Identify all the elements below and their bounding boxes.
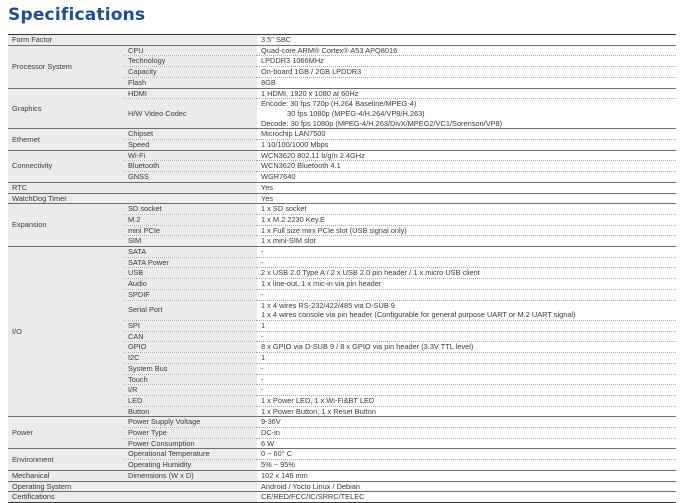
spec-item-label: mini PCIe: [124, 225, 257, 236]
spec-value-line: Encode: 30 fps 720p (H.264 Baseline/MPEG-4): [261, 99, 417, 109]
spec-item-label: GPIO: [124, 342, 257, 353]
spec-row: [8, 45, 676, 56]
spec-value-line: WGR7640: [261, 172, 296, 182]
spec-value-line: Microchip LAN7500: [261, 129, 326, 139]
spec-item-label: I/R: [124, 385, 257, 396]
spec-category-graphics: Graphics: [8, 88, 124, 129]
spec-value-line: 2 x USB 2.0 Type A / 2 x USB 2.0 pin header / 1 x micro USB client: [261, 268, 480, 278]
spec-value-line: 3.5" SBC: [261, 35, 292, 44]
spec-item-value: [257, 129, 676, 140]
spec-category-certifications: Certifications: [8, 492, 124, 503]
spec-item-value: [257, 193, 676, 204]
specifications-table: [8, 34, 676, 503]
spec-item-value: [257, 300, 676, 320]
spec-item-value: [257, 481, 676, 492]
spec-value-line: 6 W: [261, 438, 275, 448]
spec-value-line: 1 x M.2 2230 Key.E: [261, 214, 325, 224]
spec-item-label: Button: [124, 406, 257, 417]
spec-item-label: Capacity: [124, 67, 257, 78]
spec-value-line: Yes: [261, 193, 274, 203]
spec-value-line: DC-in: [261, 428, 280, 438]
spec-item-label: I2C: [124, 353, 257, 364]
spec-category-i-o: I/O: [8, 247, 124, 417]
spec-value-line: 0 ~ 60° C: [261, 449, 293, 459]
spec-value-line: 8 x GPIO via D-SUB 9 / 8 x GPIO via pin header (3.3V TTL level): [261, 342, 474, 352]
spec-item-value: [257, 428, 676, 439]
spec-value-line: 1 x SD socket: [261, 204, 307, 214]
spec-item-label: M.2: [124, 214, 257, 225]
spec-item-label: Power Supply Voltage: [124, 417, 257, 428]
spec-item-label: Operational Temperature: [124, 449, 257, 460]
spec-value-line: 1 x 4 wires console via pin header (Configurable for general purpose UART or M.2 UART signal): [261, 310, 576, 320]
spec-item-value: [257, 204, 676, 215]
spec-category-power: Power: [8, 417, 124, 449]
spec-item-value: [257, 77, 676, 88]
spec-item-value: [257, 374, 676, 385]
spec-item-label: USB: [124, 268, 257, 279]
spec-value-line: -: [261, 257, 264, 267]
spec-item-label: Speed: [124, 140, 257, 151]
spec-item-value: [257, 172, 676, 183]
spec-value-line: WCN3620 802.11 b/g/n 2.4GHz: [261, 150, 365, 160]
spec-value-line: 30 fps 1080p (MPEG-4/H.264/VP8/H.263): [287, 108, 425, 118]
spec-item-value: [257, 182, 676, 193]
spec-item-value: [257, 279, 676, 290]
spec-category-form-factor: Form Factor: [8, 35, 124, 46]
spec-row: [8, 88, 676, 99]
spec-value-line: -: [261, 331, 264, 341]
spec-category-processor-system: Processor System: [8, 45, 124, 88]
spec-value-line: -: [261, 385, 264, 395]
spec-category-ethernet: Ethernet: [8, 129, 124, 150]
spec-item-label: [124, 492, 257, 503]
spec-item-value: [257, 353, 676, 364]
spec-value-line: 1 x Full size mini PCIe slot (USB signal only): [261, 225, 407, 235]
spec-item-value: [257, 257, 676, 268]
spec-value-line: 1 x Power Button, 1 x Reset Button: [261, 406, 377, 416]
spec-item-label: Touch: [124, 374, 257, 385]
spec-item-value: [257, 342, 676, 353]
spec-item-value: [257, 406, 676, 417]
spec-item-label: System Bus: [124, 363, 257, 374]
spec-item-label: Chipset: [124, 129, 257, 140]
spec-value-line: Android / Yocto Linux / Debian: [261, 481, 361, 491]
spec-item-value: [257, 268, 676, 279]
spec-category-mechanical: Mechanical: [8, 470, 124, 481]
spec-row: [8, 449, 676, 460]
spec-row: [8, 150, 676, 161]
spec-category-connectivity: Connectivity: [8, 150, 124, 182]
page-title: Specifications: [8, 5, 146, 25]
spec-row: [8, 204, 676, 215]
spec-item-label: Operating Humidity: [124, 460, 257, 471]
spec-item-value: [257, 417, 676, 428]
spec-category-watchdog-timer: WatchDog Timer: [8, 193, 124, 204]
spec-row: [8, 492, 676, 503]
spec-item-value: [257, 320, 676, 331]
spec-value-line: 1 x Power LED, 1 x Wi-Fi&BT LED: [261, 395, 375, 405]
spec-value-line: 102 x 146 mm: [261, 470, 308, 480]
spec-value-line: 1 x line-out, 1 x mic-in via pin header: [261, 279, 382, 289]
spec-value-line: 1 x mini-SIM slot: [261, 236, 316, 246]
spec-item-label: CAN: [124, 331, 257, 342]
spec-row: [8, 470, 676, 481]
spec-value-line: 1 10/100/1000 Mbps: [261, 140, 329, 150]
spec-value-line: 8GB: [261, 77, 276, 87]
spec-row: [8, 247, 676, 258]
spec-item-value: [257, 225, 676, 236]
spec-item-label: SATA: [124, 247, 257, 258]
spec-table-body: [8, 35, 676, 503]
spec-item-value: [257, 460, 676, 471]
spec-item-label: SIM: [124, 236, 257, 247]
spec-item-value: [257, 470, 676, 481]
spec-item-label: SPI: [124, 320, 257, 331]
spec-value-line: LPDDR3 1066MHz: [261, 56, 324, 66]
spec-value-line: 1 x 4 wires RS-232/422/485 via D-SUB 9: [261, 300, 395, 310]
spec-item-label: Power Type: [124, 428, 257, 439]
spec-item-label: SD socket: [124, 204, 257, 215]
spec-value-line: -: [261, 374, 264, 384]
spec-value-line: 1: [261, 320, 266, 330]
spec-item-value: [257, 214, 676, 225]
spec-item-label: [124, 481, 257, 492]
spec-value-line: Yes: [261, 182, 274, 192]
spec-item-label: SATA Power: [124, 257, 257, 268]
spec-item-label: Wi-Fi: [124, 150, 257, 161]
spec-row: [8, 417, 676, 428]
spec-category-rtc: RTC: [8, 182, 124, 193]
spec-item-value: [257, 35, 676, 46]
spec-value-line: -: [261, 247, 264, 257]
spec-item-value: [257, 438, 676, 449]
spec-item-label: Bluetooth: [124, 161, 257, 172]
spec-item-value: [257, 449, 676, 460]
spec-item-label: Power Consumption: [124, 438, 257, 449]
spec-value-line: Decode: 30 fps 1080p (MPEG-4/H.263/DivX/MPEG2/VC1/Sorenson/VP8): [261, 118, 503, 128]
spec-item-label: Serial Port: [124, 300, 257, 320]
spec-item-label: GNSS: [124, 172, 257, 183]
spec-item-value: [257, 247, 676, 258]
spec-item-value: [257, 161, 676, 172]
spec-item-value: [257, 45, 676, 56]
spec-item-value: [257, 385, 676, 396]
spec-row: [8, 129, 676, 140]
spec-value-line: -: [261, 363, 264, 373]
spec-item-value: [257, 492, 676, 503]
spec-item-value: [257, 289, 676, 300]
spec-item-label: Audio: [124, 279, 257, 290]
spec-item-label: SPDIF: [124, 289, 257, 300]
spec-item-value: [257, 236, 676, 247]
spec-item-value: [257, 56, 676, 67]
spec-row: [8, 193, 676, 204]
spec-item-label: CPU: [124, 45, 257, 56]
spec-item-value: [257, 140, 676, 151]
spec-item-label: Dimensions (W x D): [124, 470, 257, 481]
spec-category-expansion: Expansion: [8, 204, 124, 247]
spec-value-line: -: [261, 289, 264, 299]
spec-item-label: HDMI: [124, 88, 257, 99]
spec-value-line: WCN3620 Bluetooth 4.1: [261, 161, 341, 171]
spec-item-value: [257, 331, 676, 342]
spec-category-environment: Environment: [8, 449, 124, 470]
spec-item-label: Technology: [124, 56, 257, 67]
spec-category-operating-system: Operating System: [8, 481, 124, 492]
spec-value-line: 5% ~ 95%: [261, 460, 295, 470]
spec-item-value: [257, 88, 676, 99]
spec-row: [8, 35, 676, 46]
spec-row: [8, 182, 676, 193]
spec-item-value: [257, 67, 676, 78]
spec-item-label: LED: [124, 395, 257, 406]
spec-item-value: [257, 99, 676, 129]
spec-item-label: Flash: [124, 77, 257, 88]
spec-value-line: 1 HDMI, 1920 x 1080 at 60Hz: [261, 88, 359, 98]
spec-item-label: [124, 193, 257, 204]
spec-value-line: 1: [261, 353, 266, 363]
spec-row: [8, 481, 676, 492]
spec-value-line: 9-36V: [261, 417, 281, 427]
spec-item-value: [257, 363, 676, 374]
spec-value-line: On-board 1GB / 2GB LPDDR3: [261, 67, 362, 77]
spec-value-line: CE/RED/FCC/IC/SRRC/TELEC: [261, 492, 365, 502]
spec-item-label: H/W Video Codec: [124, 99, 257, 129]
spec-item-label: [124, 35, 257, 46]
spec-item-label: [124, 182, 257, 193]
spec-item-value: [257, 150, 676, 161]
spec-value-line: Quad-core ARM® Cortex® A53 APQ8016: [261, 45, 398, 55]
spec-item-value: [257, 395, 676, 406]
